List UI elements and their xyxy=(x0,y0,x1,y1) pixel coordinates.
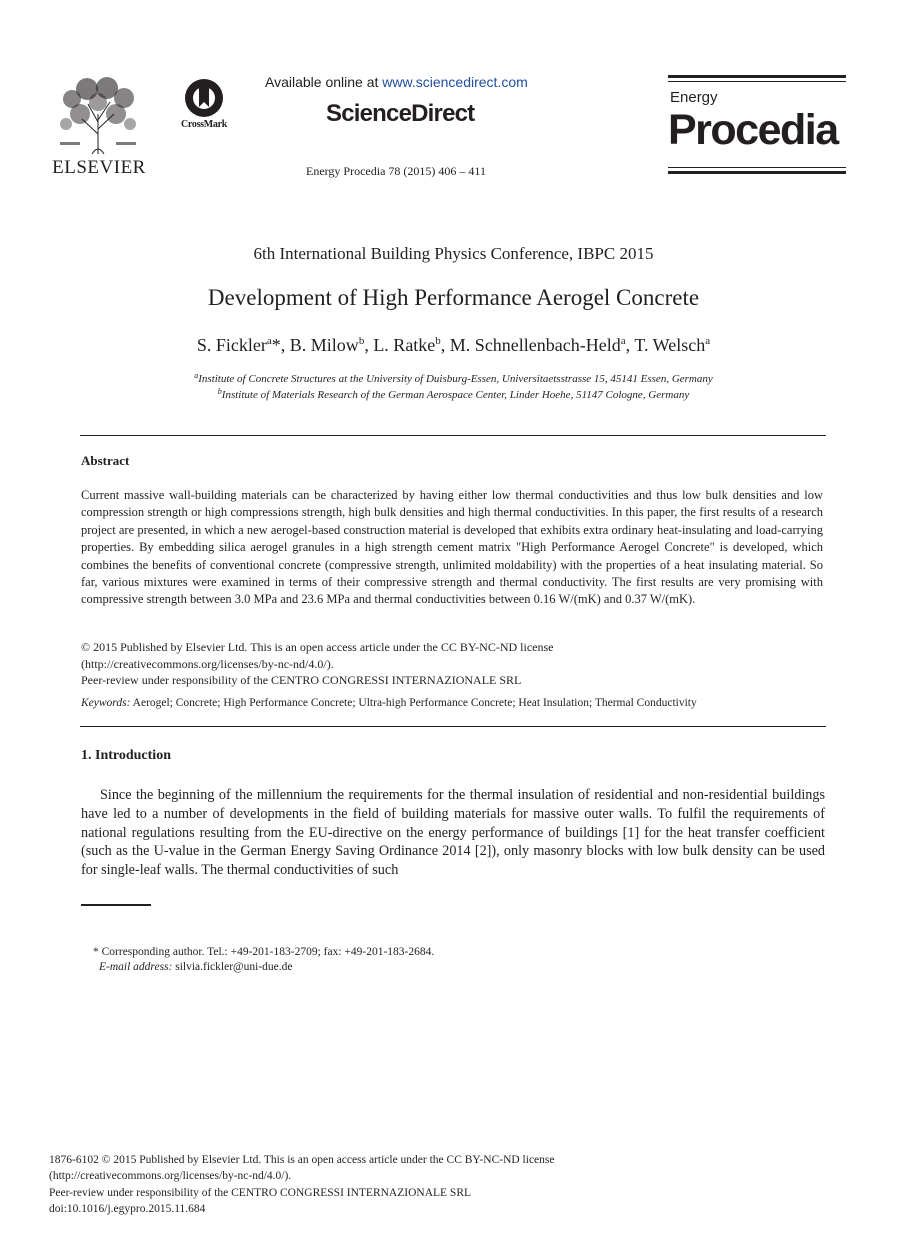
footnote-rule xyxy=(81,904,151,906)
conference-name: 6th International Building Physics Conference, IBPC 2015 xyxy=(253,244,654,263)
journal-name-small: Energy xyxy=(670,89,718,106)
author: L. Ratke$^b$, xyxy=(373,335,450,355)
elsevier-tree-logo-icon xyxy=(52,74,144,156)
footer-license: 1876-6102 © 2015 Published by Elsevier Ltd. This is an open access article under the CC BY-NC-ND license xyxy=(49,1154,555,1166)
journal-citation: Energy Procedia 78 (2015) 406 – 411 xyxy=(306,164,486,178)
logo-rule-top xyxy=(668,75,846,78)
keywords-label: Keywords: xyxy=(81,697,131,709)
corresponding-author-note: * Corresponding author. Tel.: +49-201-183-2709; fax: +49-201-183-2684. xyxy=(93,946,435,958)
divider xyxy=(80,726,826,727)
sciencedirect-link[interactable]: www.sciencedirect.com xyxy=(382,74,528,90)
footer-peer-review: Peer-review under responsibility of the CENTRO CONGRESSI INTERNAZIONALE SRL xyxy=(49,1187,472,1199)
keywords-list: Aerogel; Concrete; High Performance Concrete; Ultra-high Performance Concrete; Heat Insulation; Thermal Conductivity xyxy=(132,697,697,709)
author-list xyxy=(0,335,907,356)
footer-doi[interactable]: doi:10.1016/j.egypro.2015.11.684 xyxy=(49,1203,206,1215)
peer-review-statement: Peer-review under responsibility of the CENTRO CONGRESSI INTERNAZIONALE SRL xyxy=(81,673,522,687)
author: S. Fickler$^a$*, xyxy=(196,335,290,355)
energy-procedia-logo xyxy=(668,75,846,177)
logo-rule-top-thin xyxy=(668,81,846,82)
journal-name-big: Procedia xyxy=(668,106,838,154)
logo-rule-bottom xyxy=(668,171,846,174)
abstract-body: Current massive wall-building materials can be characterized by having either low thermal conductivities and thus low bulk densities and low compression strength or high compressions strength, high bulk densities and high thermal conductivities. In this paper, the first results of a research project are presented, in which a new aerogel-based construction material is developed that exhibits extra ordinary heat-insulating and load-carrying properties. By embedding silica aerogel granules in a high strength cement matrix "High Performance Aerogel Concrete" is developed, which combines the benefits of conventional concrete (compressive strength, unlimited moldability) with the properties of a heat insulating material. So far, various mixtures were examined in terms of their compressive strength and thermal conductivity. The first results are very promising with compressive strength between 3.0 MPa and 23.6 MPa and thermal conductivities between 0.16 W/(mK) and 0.37 W/(mK). xyxy=(81,488,823,607)
elsevier-wordmark: ELSEVIER xyxy=(52,157,146,178)
availability-line xyxy=(265,74,528,90)
paper-title: Development of High Performance Aerogel Concrete xyxy=(207,285,700,310)
author: T. Welsch$^a$ xyxy=(634,335,711,355)
license-statement: © 2015 Published by Elsevier Ltd. This is an open access article under the CC BY-NC-ND license xyxy=(81,640,554,654)
available-prefix: Available online at xyxy=(265,74,379,90)
footer-license-link[interactable]: (http://creativecommons.org/licenses/by-nc-nd/4.0/). xyxy=(49,1170,292,1182)
affiliation-a: $^a$Institute of Concrete Structures at the University of Duisburg-Essen, Universitaetsstrasse 15, 45141 Essen, Germany xyxy=(194,371,713,385)
sciencedirect-logo: ScienceDirect xyxy=(326,100,475,127)
crossmark-label: CrossMark xyxy=(180,119,227,130)
email-line xyxy=(99,961,292,973)
keywords-line xyxy=(81,697,697,709)
crossmark-icon[interactable] xyxy=(180,78,228,118)
affiliation-b: $^b$Institute of Materials Research of the German Aerospace Center, Linder Hoehe, 51147 Cologne, Germany xyxy=(217,387,690,401)
author: M. Schnellenbach-Held$^a$, xyxy=(449,335,635,355)
email-label: E-mail address: xyxy=(99,961,173,973)
logo-rule-bottom-thin xyxy=(668,167,846,168)
divider xyxy=(80,435,826,436)
abstract-heading: Abstract xyxy=(81,453,130,468)
author: B. Milow$^b$, xyxy=(289,335,374,355)
section-heading-introduction: 1. Introduction xyxy=(81,748,171,763)
email-address[interactable]: silvia.fickler@uni-due.de xyxy=(175,961,293,973)
license-link[interactable]: (http://creativecommons.org/licenses/by-nc-nd/4.0/). xyxy=(81,657,334,671)
introduction-paragraph: Since the beginning of the millennium the requirements for the thermal insulation of residential and non-residential buildings have led to a number of developments in the field of building materials for massive outer walls. To fulfil the requirements of national regulations resulting from the EU-directive on the energy performance of buildings [1] for the heat transfer coefficient (such as the U-value in the German Energy Saving Ordinance 2014 [2]), only masonry blocks with low bulk density can be used for single-leaf walls. The thermal conductivities of such xyxy=(81,787,825,879)
